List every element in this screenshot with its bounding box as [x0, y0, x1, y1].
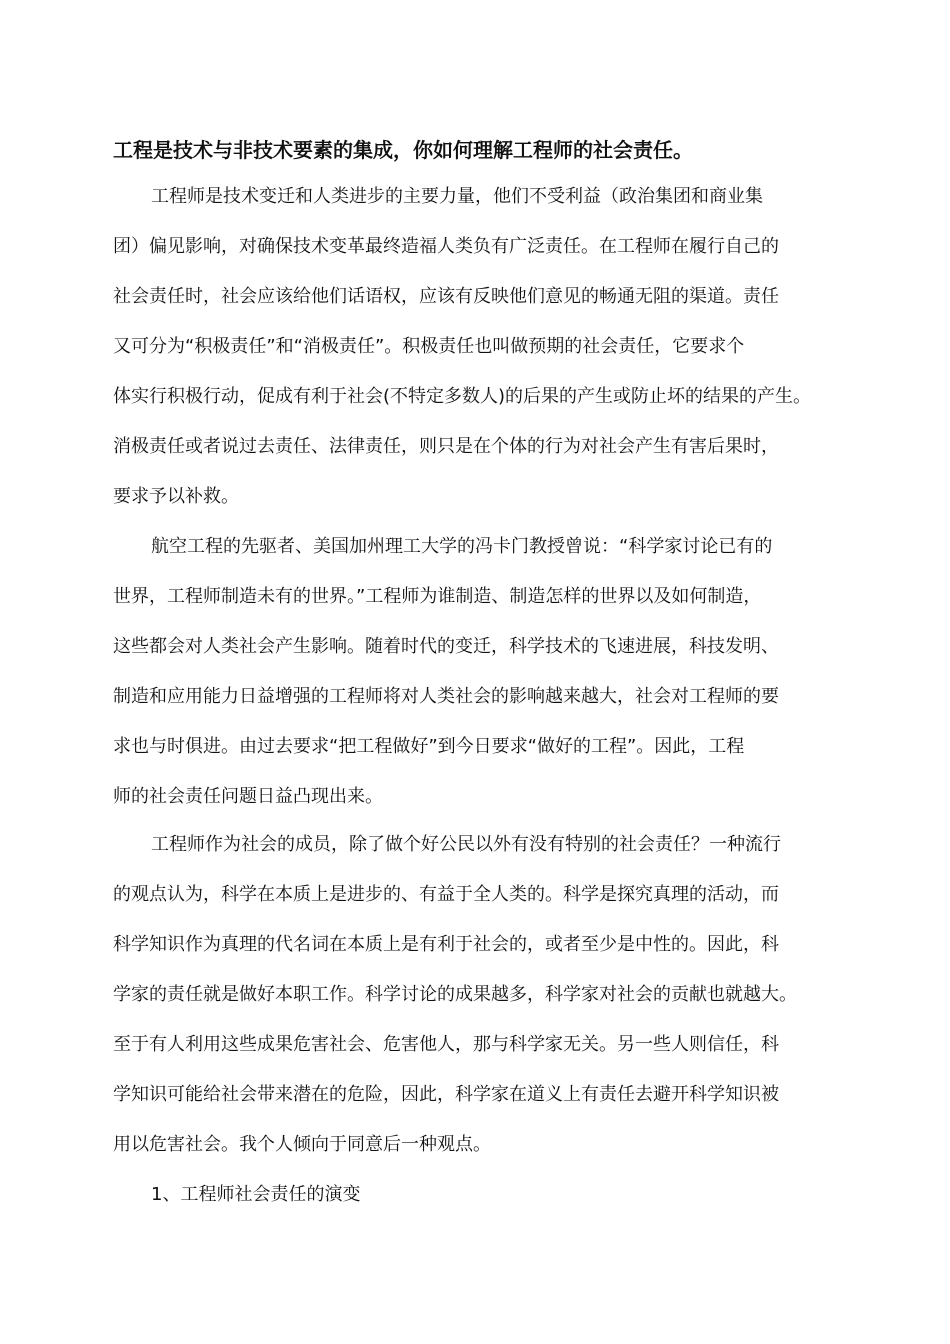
paragraph-2	[113, 522, 843, 822]
paragraph-line: 团）偏见影响，对确保技术变革最终造福人类负有广泛责任。在工程师在履行自己的	[113, 236, 779, 257]
paragraph-line: 要求予以补救。	[113, 486, 239, 507]
paragraph-line: 社会责任时，社会应该给他们话语权，应该有反映他们意见的畅通无阻的渠道。责任	[113, 286, 779, 307]
paragraph-1	[113, 172, 843, 522]
paragraph-line: 师的社会责任问题日益凸现出来。	[113, 786, 383, 807]
paragraph-line: 制造和应用能力日益增强的工程师将对人类社会的影响越来越大，社会对工程师的要	[113, 686, 779, 707]
paragraph-line: 这些都会对人类社会产生影响。随着时代的变迁，科学技术的飞速进展，科技发明、	[113, 636, 779, 657]
paragraph-3	[113, 820, 843, 1170]
paragraph-line: 学家的责任就是做好本职工作。科学讨论的成果越多，科学家对社会的贡献也就越大。	[113, 984, 797, 1005]
paragraph-line: 工程师作为社会的成员，除了做个好公民以外有没有特别的社会责任？一种流行	[151, 834, 781, 855]
paragraph-line: 工程师是技术变迁和人类进步的主要力量，他们不受利益（政治集团和商业集	[151, 186, 763, 207]
paragraph-line: 又可分为“积极责任”和“消极责任”。积极责任也叫做预期的社会责任，它要求个	[113, 336, 745, 357]
paragraph-line: 航空工程的先驱者、美国加州理工大学的冯卡门教授曾说：“科学家讨论已有的	[151, 536, 773, 557]
paragraph-line: 世界，工程师制造未有的世界。”工程师为谁制造、制造怎样的世界以及如何制造，	[113, 586, 762, 607]
paragraph-line: 体实行积极行动，促成有利于社会(不特定多数人)的后果的产生或防止坏的结果的产生。	[113, 386, 812, 407]
paragraph-line: 学知识可能给社会带来潜在的危险，因此，科学家在道义上有责任去避开科学知识被	[113, 1084, 779, 1105]
paragraph-line: 的观点认为，科学在本质上是进步的、有益于全人类的。科学是探究真理的活动，而	[113, 884, 779, 905]
paragraph-line: 至于有人利用这些成果危害社会、危害他人，那与科学家无关。另一些人则信任，科	[113, 1034, 779, 1055]
paragraph-line: 用以危害社会。我个人倾向于同意后一种观点。	[113, 1134, 491, 1155]
document-title: 工程是技术与非技术要素的集成，你如何理解工程师的社会责任。	[113, 138, 693, 162]
paragraph-line: 科学知识作为真理的代名词在本质上是有利于社会的，或者至少是中性的。因此，科	[113, 934, 779, 955]
section-subheading: 1、工程师社会责任的演变	[151, 1184, 361, 1205]
paragraph-line: 消极责任或者说过去责任、法律责任，则只是在个体的行为对社会产生有害后果时，	[113, 436, 779, 457]
paragraph-line: 求也与时俱进。由过去要求“把工程做好”到今日要求“做好的工程”。因此，工程	[113, 736, 745, 757]
